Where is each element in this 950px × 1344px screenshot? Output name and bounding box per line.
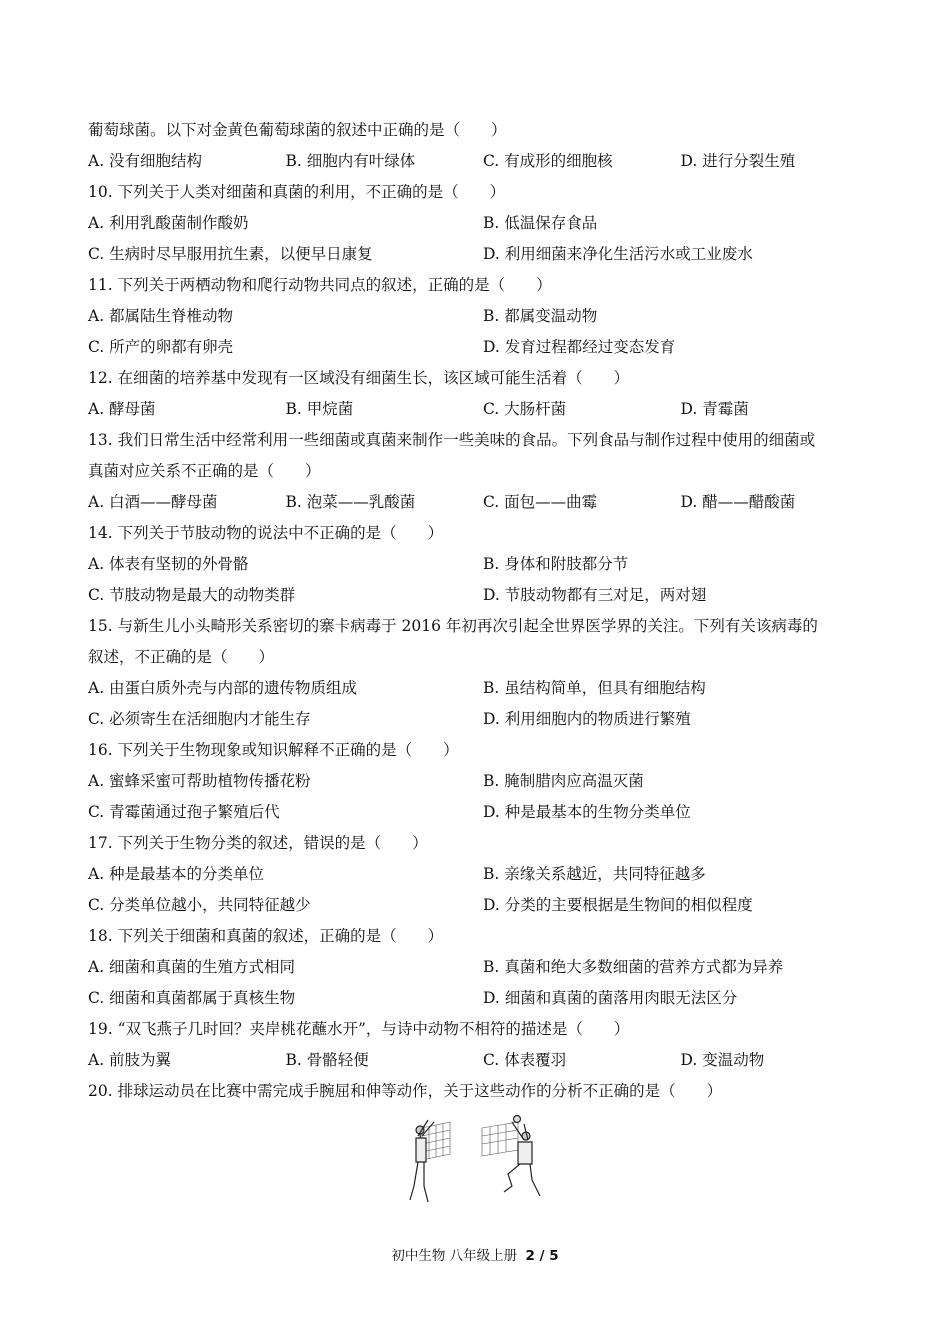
options-row: [88, 859, 878, 890]
answer-option: A. 由蛋白质外壳与内部的遗传物质组成: [88, 679, 358, 697]
answer-option: B. 身体和附肢都分节: [483, 555, 629, 573]
answer-option: C. 体表覆羽: [483, 1051, 567, 1069]
question-stem: 19. “双飞燕子几时回？夹岸桃花蘸水开”，与诗中动物不相符的描述是（ ）: [88, 1020, 630, 1038]
question-stem: 17. 下列关于生物分类的叙述，错误的是（ ）: [88, 834, 428, 852]
answer-option: C. 所产的卵都有卵壳: [88, 338, 234, 356]
volleyball-net-right: [482, 1122, 518, 1156]
answer-option: B. 腌制腊肉应高温灭菌: [483, 772, 644, 790]
answer-option: B. 泡菜——乳酸菌: [285, 493, 416, 511]
question-stem: 20. 排球运动员在比赛中需完成手腕屈和伸等动作，关于这些动作的分析不正确的是（ ）: [88, 1082, 723, 1100]
answer-option: D. 种是最基本的生物分类单位: [483, 803, 691, 821]
options-row: [88, 394, 878, 425]
answer-option: A. 细菌和真菌的生殖方式相同: [88, 958, 296, 976]
answer-option: B. 骨骼轻便: [285, 1051, 369, 1069]
answer-option: B. 真菌和绝大多数细菌的营养方式都为异养: [483, 958, 784, 976]
answer-option: A. 种是最基本的分类单位: [88, 865, 265, 883]
options-row: [88, 146, 878, 177]
question-stem: 14. 下列关于节肢动物的说法中不正确的是（ ）: [88, 524, 444, 542]
answer-option: D. 利用细菌来净化生活污水或工业废水: [483, 245, 753, 263]
options-row: [88, 487, 878, 518]
options-row: [88, 239, 878, 270]
question-stem: 15. 与新生儿小头畸形关系密切的寨卡病毒于 2016 年初再次引起全世界医学界的关注。下列有关该病毒的: [88, 617, 818, 635]
answer-option: D. 细菌和真菌的菌落用肉眼无法区分: [483, 989, 738, 1007]
answer-option: B. 低温保存食品: [483, 214, 598, 232]
answer-option: C. 青霉菌通过孢子繁殖后代: [88, 803, 280, 821]
options-row: [88, 673, 878, 704]
answer-option: A. 酵母菌: [88, 400, 156, 418]
question-stem: 18. 下列关于细菌和真菌的叙述，正确的是（ ）: [88, 927, 444, 945]
options-row: [88, 797, 878, 828]
answer-option: B. 细胞内有叶绿体: [285, 152, 416, 170]
answer-option: D. 节肢动物都有三对足，两对翅: [483, 586, 707, 604]
answer-option: C. 分类单位越小，共同特征越少: [88, 896, 311, 914]
answer-option: A. 没有细胞结构: [88, 152, 203, 170]
options-row: [88, 983, 878, 1014]
answer-option: A. 利用乳酸菌制作酸奶: [88, 214, 249, 232]
player-left: [410, 1120, 434, 1202]
options-row: [88, 208, 878, 239]
options-row: [88, 766, 878, 797]
volleyball-players-figure: [400, 1114, 552, 1210]
question-stem: 16. 下列关于生物现象或知识解释不正确的是（ ）: [88, 741, 459, 759]
answer-option: D. 分类的主要根据是生物间的相似程度: [483, 896, 753, 914]
options-row: [88, 1045, 878, 1076]
question-stem: 叙述，不正确的是（ ）: [88, 648, 275, 666]
question-stem: 10. 下列关于人类对细菌和真菌的利用，不正确的是（ ）: [88, 183, 506, 201]
options-row: [88, 549, 878, 580]
options-row: [88, 580, 878, 611]
answer-option: D. 进行分裂生殖: [680, 152, 796, 170]
answer-option: D. 发育过程都经过变态发育: [483, 338, 676, 356]
question-stem: 葡萄球菌。以下对金黄色葡萄球菌的叙述中正确的是（ ）: [88, 121, 507, 139]
page-number: 2 / 5: [525, 1248, 559, 1264]
answer-option: A. 前肢为翼: [88, 1051, 172, 1069]
answer-option: B. 都属变温动物: [483, 307, 598, 325]
answer-option: D. 醋——醋酸菌: [680, 493, 796, 511]
answer-option: A. 蜜蜂采蜜可帮助植物传播花粉: [88, 772, 311, 790]
answer-option: A. 白酒——酵母菌: [88, 493, 218, 511]
question-list: [88, 115, 878, 1107]
options-row: [88, 332, 878, 363]
answer-option: D. 青霉菌: [680, 400, 749, 418]
options-row: [88, 301, 878, 332]
footer-label: 初中生物 八年级上册: [391, 1248, 518, 1264]
answer-option: D. 变温动物: [680, 1051, 765, 1069]
answer-option: C. 节肢动物是最大的动物类群: [88, 586, 296, 604]
page-footer: [0, 1244, 950, 1264]
options-row: [88, 952, 878, 983]
answer-option: C. 生病时尽早服用抗生素，以便早日康复: [88, 245, 373, 263]
options-row: [88, 704, 878, 735]
answer-option: A. 都属陆生脊椎动物: [88, 307, 234, 325]
answer-option: C. 面包——曲霉: [483, 493, 598, 511]
answer-option: C. 细菌和真菌都属于真核生物: [88, 989, 296, 1007]
question-stem: 11. 下列关于两栖动物和爬行动物共同点的叙述，正确的是（ ）: [88, 276, 552, 294]
answer-option: B. 虽结构简单，但具有细胞结构: [483, 679, 706, 697]
answer-option: C. 有成形的细胞核: [483, 152, 613, 170]
answer-option: C. 必须寄生在活细胞内才能生存: [88, 710, 311, 728]
question-stem: 真菌对应关系不正确的是（ ）: [88, 462, 321, 480]
player-right: [504, 1116, 540, 1197]
question-stem: 13. 我们日常生活中经常利用一些细菌或真菌来制作一些美味的食品。下列食品与制作过程中使用的细菌或: [88, 431, 816, 449]
answer-option: B. 甲烷菌: [285, 400, 354, 418]
answer-option: D. 利用细胞内的物质进行繁殖: [483, 710, 691, 728]
answer-option: B. 亲缘关系越近，共同特征越多: [483, 865, 706, 883]
answer-option: C. 大肠杆菌: [483, 400, 567, 418]
answer-option: A. 体表有坚韧的外骨骼: [88, 555, 249, 573]
options-row: [88, 890, 878, 921]
question-stem: 12. 在细菌的培养基中发现有一区域没有细菌生长，该区域可能生活着（ ）: [88, 369, 630, 387]
